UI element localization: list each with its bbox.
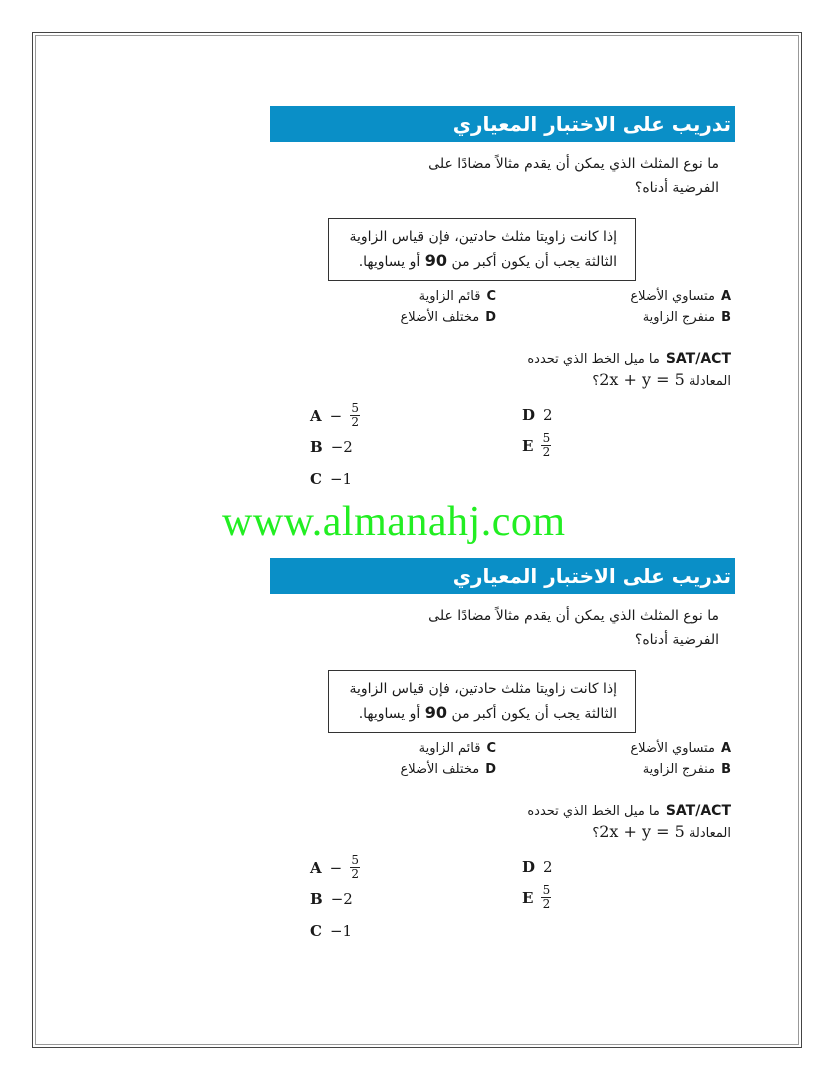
premise-text: إذا كانت زاويتا مثلث حادتين، فإن قياس الزاوية الثالثة يجب أن يكون أكبر من: [349, 229, 617, 270]
answer-c[interactable]: [310, 922, 352, 940]
answer-letter: A: [310, 858, 322, 877]
sat-act-tag: SAT/ACT: [665, 351, 731, 367]
answer-sign: −: [329, 858, 343, 877]
choice-text: منفرج الزاوية: [642, 310, 716, 325]
choice-letter: C: [486, 741, 496, 756]
answer-letter: C: [310, 922, 322, 940]
answer-a[interactable]: [310, 854, 360, 881]
equation: 2x + y = 5: [599, 822, 685, 841]
watermark: www.almanahj.com: [222, 499, 566, 545]
choices-list: [270, 289, 735, 325]
premise-number: 90: [424, 703, 447, 722]
question-mark: ؟: [592, 374, 600, 389]
answer-b[interactable]: [310, 438, 353, 456]
question-2-text: ما ميل الخط الذي تحدده: [527, 352, 660, 367]
choice-letter: C: [486, 289, 496, 304]
answer-e[interactable]: [522, 884, 551, 911]
premise-end: أو يساويها.: [358, 706, 421, 722]
choice-text: منفرج الزاوية: [642, 762, 716, 777]
premise-box: [328, 670, 636, 733]
section-heading: تدريب على الاختبار المعياري: [270, 106, 735, 142]
answer-d[interactable]: [522, 406, 553, 424]
answer-b[interactable]: [310, 890, 353, 908]
fraction: [541, 884, 551, 911]
choice-b[interactable]: [556, 310, 731, 325]
denominator: 2: [542, 445, 551, 459]
answer-value: −2: [330, 438, 353, 456]
answer-letter: B: [310, 890, 323, 908]
question-text: ما نوع المثلث الذي يمكن أن يقدم مثالاً مضادًا على الفرضية أدناه؟: [428, 608, 719, 648]
numerator: 5: [351, 853, 360, 867]
choice-text: قائم الزاوية: [418, 289, 481, 304]
question-2-text: ما ميل الخط الذي تحدده: [527, 804, 660, 819]
choice-a[interactable]: [556, 741, 731, 756]
answers: [270, 398, 735, 498]
answer-letter: A: [310, 406, 322, 425]
equation: 2x + y = 5: [599, 370, 685, 389]
choice-letter: D: [485, 762, 496, 777]
answer-c[interactable]: [310, 470, 352, 488]
answer-value: −2: [330, 890, 353, 908]
choice-letter: A: [720, 741, 731, 756]
denominator: 2: [351, 867, 360, 881]
premise-number: 90: [424, 251, 447, 270]
choice-text: مختلف الأضلاع: [400, 762, 480, 777]
answer-letter: D: [522, 406, 536, 424]
choices-list: [270, 741, 735, 777]
question-2-text2: المعادلة: [688, 374, 731, 389]
choice-c[interactable]: [321, 289, 496, 304]
fraction: [541, 432, 551, 459]
choice-d[interactable]: [321, 310, 496, 325]
answer-letter: E: [522, 436, 534, 455]
question-text: ما نوع المثلث الذي يمكن أن يقدم مثالاً مضادًا على الفرضية أدناه؟: [428, 156, 719, 196]
answer-value: 2: [543, 406, 553, 424]
answer-value: 2: [543, 858, 553, 876]
question-mark: ؟: [592, 826, 600, 841]
choice-letter: B: [721, 762, 731, 777]
choice-letter: B: [721, 310, 731, 325]
choice-letter: A: [720, 289, 731, 304]
fraction: [350, 854, 360, 881]
answers: [270, 850, 735, 950]
section-heading: تدريب على الاختبار المعياري: [270, 558, 735, 594]
premise-text: إذا كانت زاويتا مثلث حادتين، فإن قياس الزاوية الثالثة يجب أن يكون أكبر من: [349, 681, 617, 722]
denominator: 2: [351, 415, 360, 429]
numerator: 5: [542, 883, 551, 897]
answer-value: −1: [329, 470, 353, 488]
answer-d[interactable]: [522, 858, 553, 876]
choice-a[interactable]: [556, 289, 731, 304]
numerator: 5: [542, 431, 551, 445]
choice-text: قائم الزاوية: [418, 741, 481, 756]
premise-end: أو يساويها.: [358, 254, 421, 270]
exercise-block-1: [270, 106, 735, 498]
question-2: [270, 801, 735, 844]
answer-letter: D: [522, 858, 536, 876]
numerator: 5: [351, 401, 360, 415]
choice-b[interactable]: [556, 762, 731, 777]
answer-sign: −: [329, 406, 343, 425]
premise-box: [328, 218, 636, 281]
choice-c[interactable]: [321, 741, 496, 756]
question-2-text2: المعادلة: [688, 826, 731, 841]
choice-letter: D: [485, 310, 496, 325]
fraction: [350, 402, 360, 429]
question-2: [270, 349, 735, 392]
choice-d[interactable]: [321, 762, 496, 777]
answer-letter: B: [310, 438, 323, 456]
answer-e[interactable]: [522, 432, 551, 459]
denominator: 2: [542, 897, 551, 911]
choice-text: متساوي الأضلاع: [630, 741, 715, 756]
answer-letter: E: [522, 888, 534, 907]
exercise-block-2: [270, 558, 735, 950]
answer-a[interactable]: [310, 402, 360, 429]
choice-text: مختلف الأضلاع: [400, 310, 480, 325]
answer-letter: C: [310, 470, 322, 488]
sat-act-tag: SAT/ACT: [665, 803, 731, 819]
answer-value: −1: [329, 922, 353, 940]
choice-text: متساوي الأضلاع: [630, 289, 715, 304]
